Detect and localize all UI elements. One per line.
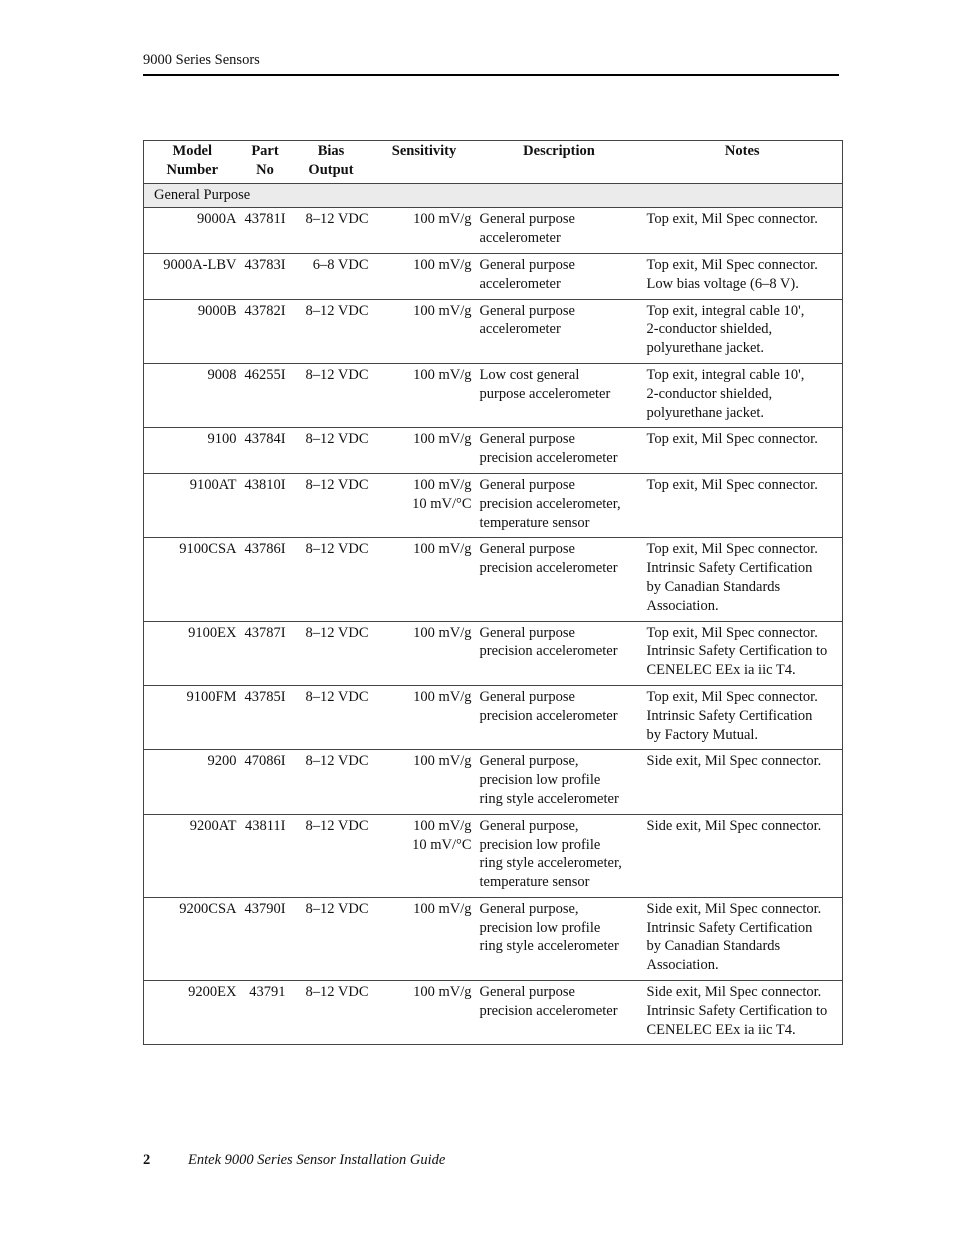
- bias-output-cell: 8–12 VDC: [290, 981, 373, 1045]
- notes-line: Top exit, integral cable 10',: [646, 302, 805, 319]
- description-cell: [476, 363, 643, 427]
- notes-cell: [643, 299, 843, 363]
- description-line: accelerometer: [479, 275, 561, 292]
- description-cell: [476, 685, 643, 749]
- column-header-line: Sensitivity: [391, 143, 457, 159]
- description-line: precision low profile: [479, 836, 601, 853]
- description-line: General purpose: [479, 256, 575, 273]
- description-cell: [476, 981, 643, 1045]
- notes-cell: [643, 363, 843, 427]
- description-line: precision low profile: [479, 919, 601, 936]
- column-header-line: Description: [523, 143, 595, 159]
- description-line: Low cost general: [479, 366, 580, 383]
- part-number-cell: 43810I: [241, 473, 290, 537]
- notes-cell: [643, 897, 843, 980]
- sensitivity-line: 100 mV/g: [413, 624, 472, 641]
- notes-line: Intrinsic Safety Certification: [646, 919, 813, 936]
- notes-line: Association.: [646, 597, 719, 614]
- sensitivity-cell: [373, 473, 476, 537]
- notes-cell: [643, 685, 843, 749]
- model-number-cell: 9200CSA: [144, 897, 241, 980]
- description-cell: [476, 428, 643, 474]
- table-row: [144, 208, 843, 254]
- description-line: General purpose: [479, 624, 575, 641]
- description-line: ring style accelerometer: [479, 790, 619, 807]
- sensitivity-line: 100 mV/g: [413, 900, 472, 917]
- notes-line: Side exit, Mil Spec connector.: [646, 900, 822, 917]
- column-header-line: Output: [308, 161, 354, 178]
- notes-line: Intrinsic Safety Certification: [646, 560, 813, 577]
- page-footer: [143, 1152, 445, 1169]
- model-number-cell: 9200: [144, 750, 241, 814]
- notes-line: CENELEC EEx ia iic T4.: [646, 1021, 796, 1038]
- part-number-cell: 43783I: [241, 253, 290, 299]
- bias-output-cell: 8–12 VDC: [290, 473, 373, 537]
- sensitivity-cell: [373, 253, 476, 299]
- table-body: [144, 183, 843, 1045]
- part-number-cell: 47086I: [241, 750, 290, 814]
- notes-cell: [643, 473, 843, 537]
- sensitivity-cell: [373, 538, 476, 621]
- sensitivity-line: 100 mV/g: [413, 476, 472, 493]
- table-row: [144, 473, 843, 537]
- sensitivity-line: 10 mV/°C: [412, 836, 472, 853]
- description-line: General purpose,: [479, 817, 579, 834]
- column-header: [476, 141, 643, 184]
- model-number-cell: 9100: [144, 428, 241, 474]
- notes-line: Intrinsic Safety Certification: [646, 707, 813, 724]
- description-cell: [476, 208, 643, 254]
- notes-line: Intrinsic Safety Certification to: [646, 1002, 828, 1019]
- description-line: General purpose,: [479, 753, 579, 770]
- column-header-line: Number: [166, 161, 219, 178]
- notes-line: Top exit, Mil Spec connector.: [646, 431, 818, 448]
- table-row: [144, 981, 843, 1045]
- table-row: [144, 299, 843, 363]
- notes-cell: [643, 981, 843, 1045]
- notes-cell: [643, 750, 843, 814]
- table-row: [144, 363, 843, 427]
- sensitivity-line: 100 mV/g: [413, 753, 472, 770]
- table-row: [144, 621, 843, 685]
- description-line: General purpose: [479, 476, 575, 493]
- column-header-line: Bias: [317, 143, 345, 159]
- description-line: ring style accelerometer,: [479, 855, 622, 872]
- sensitivity-line: 100 mV/g: [413, 431, 472, 448]
- sensor-spec-table: [143, 140, 843, 1045]
- description-cell: [476, 897, 643, 980]
- description-line: General purpose,: [479, 900, 579, 917]
- column-header-line: Model: [172, 143, 212, 159]
- description-cell: [476, 621, 643, 685]
- sensitivity-line: 100 mV/g: [413, 256, 472, 273]
- description-cell: [476, 473, 643, 537]
- sensitivity-line: 100 mV/g: [413, 211, 472, 228]
- model-number-cell: 9000A: [144, 208, 241, 254]
- description-line: General purpose: [479, 431, 575, 448]
- sensitivity-cell: [373, 299, 476, 363]
- notes-line: Side exit, Mil Spec connector.: [646, 753, 822, 770]
- model-number-cell: 9000B: [144, 299, 241, 363]
- description-line: General purpose: [479, 688, 575, 705]
- sensitivity-cell: [373, 814, 476, 897]
- description-line: accelerometer: [479, 230, 561, 247]
- notes-line: Association.: [646, 957, 719, 974]
- bias-output-cell: 8–12 VDC: [290, 363, 373, 427]
- table-row: [144, 253, 843, 299]
- sensitivity-line: 100 mV/g: [413, 984, 472, 1001]
- model-number-cell: 9100FM: [144, 685, 241, 749]
- column-header-line: Part: [251, 143, 279, 159]
- sensitivity-line: 100 mV/g: [413, 817, 472, 834]
- bias-output-cell: 8–12 VDC: [290, 685, 373, 749]
- description-line: accelerometer: [479, 321, 561, 338]
- part-number-cell: 43811I: [241, 814, 290, 897]
- part-number-cell: 43782I: [241, 299, 290, 363]
- sensitivity-cell: [373, 363, 476, 427]
- bias-output-cell: 8–12 VDC: [290, 428, 373, 474]
- notes-line: polyurethane jacket.: [646, 404, 765, 421]
- description-line: precision accelerometer: [479, 643, 618, 660]
- bias-output-cell: 8–12 VDC: [290, 750, 373, 814]
- description-cell: [476, 750, 643, 814]
- notes-line: Top exit, Mil Spec connector.: [646, 256, 818, 273]
- model-number-cell: 9100CSA: [144, 538, 241, 621]
- notes-cell: [643, 621, 843, 685]
- column-header: [643, 141, 843, 184]
- notes-cell: [643, 538, 843, 621]
- description-line: General purpose: [479, 302, 575, 319]
- bias-output-cell: 8–12 VDC: [290, 621, 373, 685]
- notes-line: Side exit, Mil Spec connector.: [646, 817, 822, 834]
- description-line: General purpose: [479, 211, 575, 228]
- description-cell: [476, 814, 643, 897]
- sensitivity-line: 10 mV/°C: [412, 495, 472, 512]
- table-row: [144, 538, 843, 621]
- part-number-cell: 43781I: [241, 208, 290, 254]
- sensitivity-line: 100 mV/g: [413, 302, 472, 319]
- description-line: General purpose: [479, 541, 575, 558]
- sensitivity-cell: [373, 685, 476, 749]
- notes-line: Intrinsic Safety Certification to: [646, 643, 828, 660]
- bias-output-cell: 8–12 VDC: [290, 208, 373, 254]
- sensitivity-cell: [373, 750, 476, 814]
- model-number-cell: 9200AT: [144, 814, 241, 897]
- part-number-cell: 43790I: [241, 897, 290, 980]
- model-number-cell: 9100AT: [144, 473, 241, 537]
- model-number-cell: 9008: [144, 363, 241, 427]
- notes-line: 2-conductor shielded,: [646, 321, 773, 338]
- notes-line: Top exit, Mil Spec connector.: [646, 476, 818, 493]
- sensitivity-line: 100 mV/g: [413, 541, 472, 558]
- running-header: 9000 Series Sensors: [143, 52, 839, 76]
- bias-output-cell: 6–8 VDC: [290, 253, 373, 299]
- part-number-cell: 46255I: [241, 363, 290, 427]
- description-cell: [476, 538, 643, 621]
- model-number-cell: 9000A-LBV: [144, 253, 241, 299]
- column-header: [144, 141, 241, 184]
- description-line: temperature sensor: [479, 874, 590, 891]
- group-row: [144, 183, 843, 208]
- part-number-cell: 43786I: [241, 538, 290, 621]
- bias-output-cell: 8–12 VDC: [290, 897, 373, 980]
- notes-cell: [643, 814, 843, 897]
- table-row: [144, 750, 843, 814]
- notes-line: Top exit, Mil Spec connector.: [646, 211, 818, 228]
- notes-line: polyurethane jacket.: [646, 340, 765, 357]
- table-row: [144, 428, 843, 474]
- sensitivity-line: 100 mV/g: [413, 688, 472, 705]
- description-line: precision accelerometer: [479, 1002, 618, 1019]
- bias-output-cell: 8–12 VDC: [290, 299, 373, 363]
- notes-line: by Canadian Standards: [646, 938, 781, 955]
- notes-line: by Factory Mutual.: [646, 726, 759, 743]
- footer-title: Entek 9000 Series Sensor Installation Guide: [188, 1152, 446, 1168]
- table-row: [144, 685, 843, 749]
- description-line: precision accelerometer: [479, 707, 618, 724]
- notes-line: Top exit, Mil Spec connector.: [646, 541, 818, 558]
- sensitivity-cell: [373, 981, 476, 1045]
- sensitivity-cell: [373, 621, 476, 685]
- sensitivity-cell: [373, 208, 476, 254]
- description-line: temperature sensor: [479, 514, 590, 531]
- table-header-row: [144, 141, 843, 184]
- column-header-line: Notes: [724, 143, 760, 159]
- notes-cell: [643, 208, 843, 254]
- column-header-line: No: [256, 161, 274, 178]
- description-line: General purpose: [479, 984, 575, 1001]
- notes-cell: [643, 253, 843, 299]
- model-number-cell: 9100EX: [144, 621, 241, 685]
- bias-output-cell: 8–12 VDC: [290, 538, 373, 621]
- column-header: [241, 141, 290, 184]
- group-label: General Purpose: [144, 183, 843, 208]
- page-number: 2: [143, 1152, 151, 1168]
- description-cell: [476, 253, 643, 299]
- description-line: ring style accelerometer: [479, 938, 619, 955]
- description-line: precision accelerometer,: [479, 495, 621, 512]
- notes-line: Top exit, Mil Spec connector.: [646, 688, 818, 705]
- column-header: [373, 141, 476, 184]
- notes-line: CENELEC EEx ia iic T4.: [646, 662, 796, 679]
- sensitivity-cell: [373, 897, 476, 980]
- bias-output-cell: 8–12 VDC: [290, 814, 373, 897]
- notes-line: by Canadian Standards: [646, 578, 781, 595]
- part-number-cell: 43785I: [241, 685, 290, 749]
- table-row: [144, 897, 843, 980]
- sensitivity-line: 100 mV/g: [413, 366, 472, 383]
- notes-line: 2-conductor shielded,: [646, 385, 773, 402]
- part-number-cell: 43791: [241, 981, 290, 1045]
- notes-line: Top exit, Mil Spec connector.: [646, 624, 818, 641]
- model-number-cell: 9200EX: [144, 981, 241, 1045]
- description-line: precision low profile: [479, 772, 601, 789]
- part-number-cell: 43787I: [241, 621, 290, 685]
- notes-line: Low bias voltage (6–8 V).: [646, 275, 799, 292]
- table-row: [144, 814, 843, 897]
- notes-line: Side exit, Mil Spec connector.: [646, 984, 822, 1001]
- sensitivity-cell: [373, 428, 476, 474]
- description-cell: [476, 299, 643, 363]
- notes-line: Top exit, integral cable 10',: [646, 366, 805, 383]
- description-line: precision accelerometer: [479, 560, 618, 577]
- column-header: [290, 141, 373, 184]
- notes-cell: [643, 428, 843, 474]
- description-line: precision accelerometer: [479, 450, 618, 467]
- description-line: purpose accelerometer: [479, 385, 611, 402]
- part-number-cell: 43784I: [241, 428, 290, 474]
